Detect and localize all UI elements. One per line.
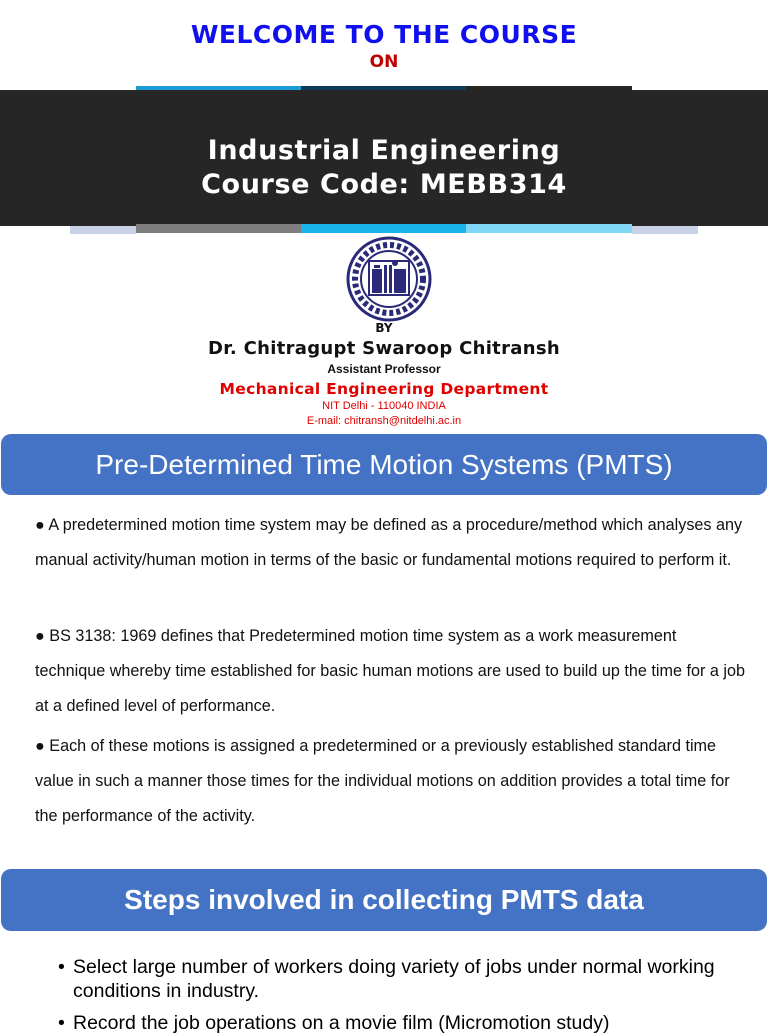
welcome-on: ON [369, 52, 399, 72]
course-code: Course Code: MEBB314 [201, 169, 567, 200]
list-item [58, 1011, 738, 1035]
stripe-bottom-2 [136, 224, 301, 233]
section-heading-steps: Steps involved in collecting PMTS data [1, 869, 767, 931]
author-name: Dr. Chitragupt Swaroop Chitransh [208, 338, 560, 359]
institute-emblem-icon [345, 235, 433, 323]
stripe-bottom-1 [70, 226, 136, 234]
bullet-icon: • [58, 956, 65, 978]
stripe-bottom-3 [301, 224, 466, 233]
author-role: Assistant Professor [327, 362, 441, 376]
course-title: Industrial Engineering [207, 135, 561, 166]
section-heading-pmts: Pre-Determined Time Motion Systems (PMTS) [1, 434, 767, 495]
author-department: Mechanical Engineering Department [219, 380, 549, 398]
welcome-title: WELCOME TO THE COURSE [190, 20, 578, 49]
paragraph: ● Each of these motions is assigned a predetermined or a previously established standard time value in such a manner those times for the individual motions on addition provides a total time for the performance of the activity. [35, 737, 730, 825]
paragraph: ● BS 3138: 1969 defines that Predetermined motion time system as a work measurement technique whereby time established for basic human motions are used to build up the time for a job at a defined level of performance. [35, 627, 745, 715]
by-label: BY [375, 321, 393, 335]
list-item-text: Record the job operations on a movie film (Micromotion study) [73, 1012, 610, 1034]
bullet-icon: • [58, 1012, 65, 1034]
stripe-bottom-4 [466, 224, 632, 233]
list-item [58, 955, 738, 1003]
list-item-text: Select large number of workers doing variety of jobs under normal working conditions in industry. [73, 956, 715, 1002]
author-email: E-mail: chitransh@nitdelhi.ac.in [306, 415, 462, 427]
paragraph: ● A predetermined motion time system may be defined as a procedure/method which analyses any manual activity/human motion in terms of the basic or fundamental motions required to perform it. [35, 516, 743, 569]
author-address: NIT Delhi - 110040 INDIA [322, 400, 446, 412]
stripe-bottom-5 [632, 226, 698, 234]
